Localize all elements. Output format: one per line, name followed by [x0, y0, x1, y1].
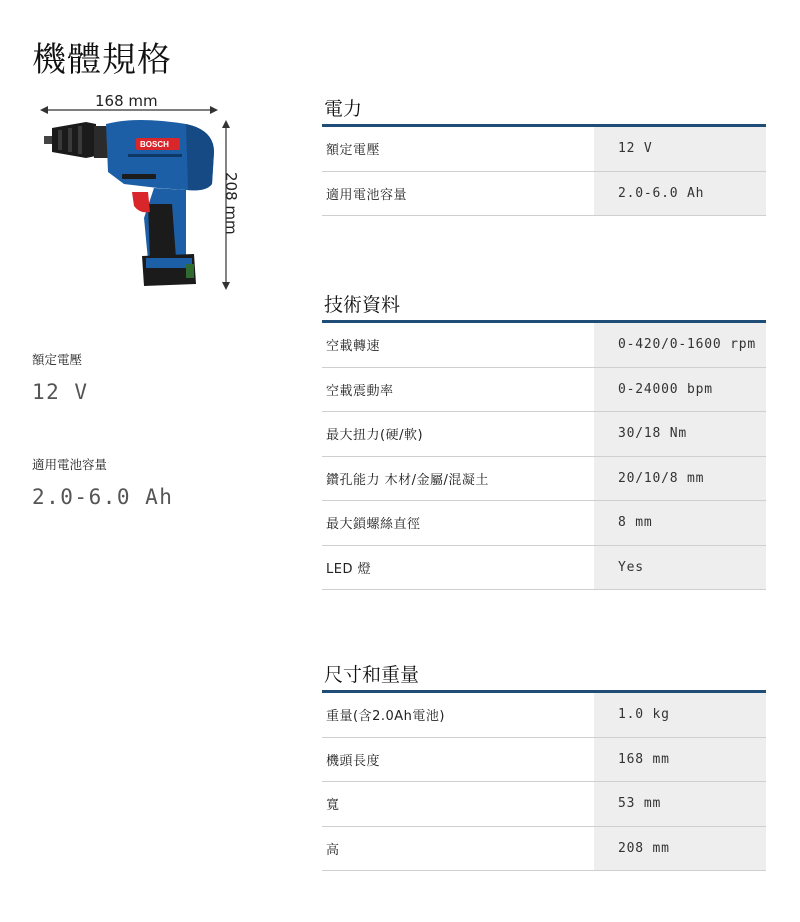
spec-label: 最大鎖螺絲直徑	[326, 517, 421, 533]
spec-row	[322, 738, 766, 783]
spec-value: 0-24000 bpm	[594, 368, 766, 412]
section-title: 尺寸和重量	[324, 664, 420, 686]
spec-row	[322, 501, 766, 546]
spec-row	[322, 546, 766, 591]
spec-value: 8 mm	[594, 501, 766, 545]
height-dimension-label: 208 mm	[222, 172, 240, 235]
spec-label: 鑽孔能力 木材/金屬/混凝土	[326, 472, 489, 488]
spec-value: 20/10/8 mm	[594, 457, 766, 501]
section-technical-data	[322, 290, 766, 590]
spec-label: 寬	[326, 798, 340, 814]
width-dimension-label: 168 mm	[95, 92, 158, 110]
svg-text:BOSCH: BOSCH	[140, 140, 169, 149]
spec-label: 最大扭力(硬/軟)	[326, 428, 424, 444]
spec-row	[322, 127, 766, 172]
spec-label: LED 燈	[326, 561, 372, 577]
drill-icon	[44, 120, 214, 286]
spec-row	[322, 412, 766, 457]
spec-value: 2.0-6.0 Ah	[594, 172, 766, 216]
section-power	[322, 94, 766, 216]
left-spec-label: 額定電壓	[32, 352, 83, 367]
spec-label: 高	[326, 842, 340, 858]
left-spec-value: 12 V	[32, 380, 89, 404]
left-spec-voltage	[32, 350, 89, 404]
spec-row	[322, 782, 766, 827]
left-spec-label: 適用電池容量	[32, 457, 108, 472]
spec-value: 12 V	[594, 127, 766, 171]
spec-label: 空載轉速	[326, 339, 381, 355]
spec-label: 機頭長度	[326, 753, 381, 769]
section-title: 電力	[324, 98, 363, 120]
spec-value: 53 mm	[594, 782, 766, 826]
spec-value: Yes	[594, 546, 766, 590]
spec-value: 208 mm	[594, 827, 766, 871]
spec-value: 30/18 Nm	[594, 412, 766, 456]
page-title: 機體規格	[32, 40, 172, 80]
height-dimension-arrow	[222, 120, 230, 290]
section-size-weight	[322, 660, 766, 871]
spec-row	[322, 827, 766, 872]
spec-value: 0-420/0-1600 rpm	[594, 323, 766, 367]
spec-label: 適用電池容量	[326, 187, 408, 203]
spec-row	[322, 368, 766, 413]
spec-value: 168 mm	[594, 738, 766, 782]
spec-label: 重量(含2.0Ah電池)	[326, 709, 445, 725]
spec-label: 額定電壓	[326, 143, 381, 159]
spec-value: 1.0 kg	[594, 693, 766, 737]
spec-row	[322, 693, 766, 738]
spec-row	[322, 323, 766, 368]
left-spec-battery	[32, 455, 173, 509]
spec-row	[322, 457, 766, 502]
spec-label: 空載震動率	[326, 383, 394, 399]
section-title: 技術資料	[324, 294, 401, 316]
spec-row	[322, 172, 766, 217]
left-spec-value: 2.0-6.0 Ah	[32, 485, 174, 509]
drill-image	[36, 88, 266, 298]
width-dimension-arrow	[40, 106, 218, 114]
